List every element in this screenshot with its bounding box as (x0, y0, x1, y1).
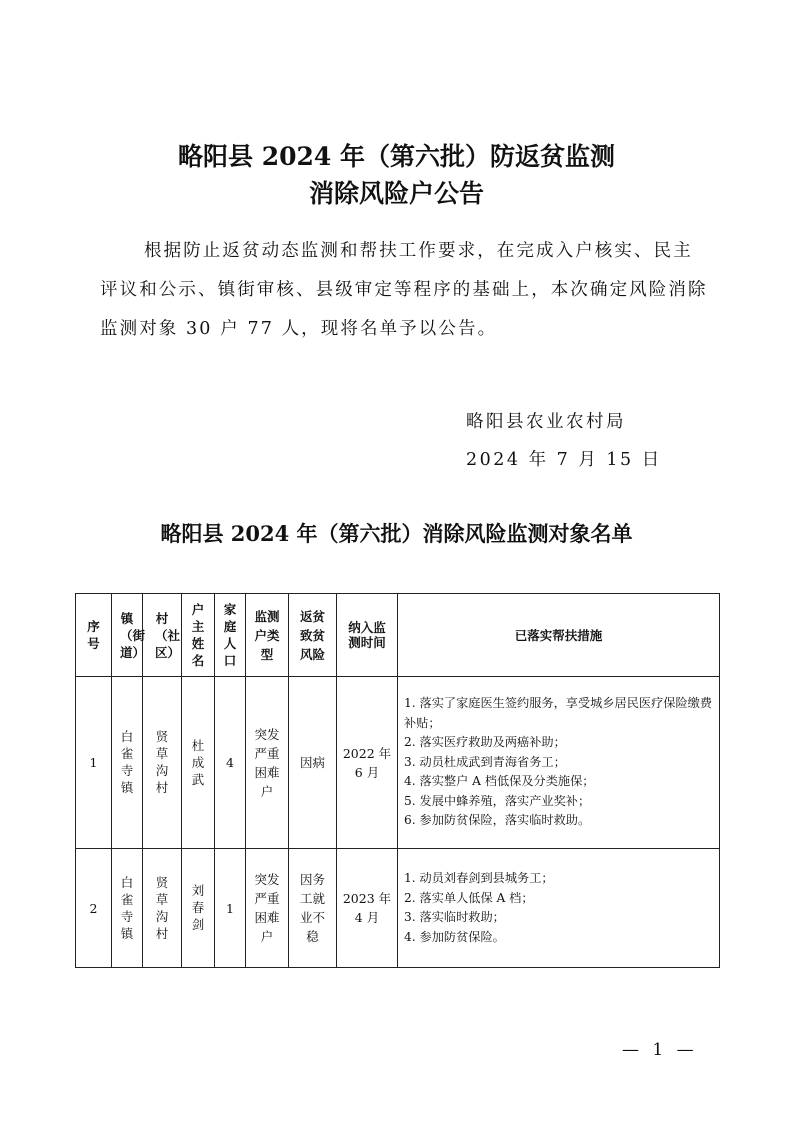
cell-measures (398, 849, 720, 968)
cell-monitor-type: 突发严重困难户 (246, 677, 289, 849)
page-number: — 1 — (622, 1040, 698, 1060)
header-time: 纳入监测时间 (337, 594, 398, 677)
cell-no: 1 (76, 677, 112, 849)
measure-item: 4. 落实整户 A 档低保及分类施保； (404, 774, 595, 789)
cell-measures (398, 677, 720, 849)
measure-item: 3. 落实临时救助； (404, 910, 505, 924)
header-head-name: 户主姓名 (182, 594, 215, 677)
cell-no: 2 (76, 849, 112, 968)
issue-date: 2024 年 7 月 15 日 (466, 450, 662, 470)
measure-item: 2. 落实医疗救助及两癌补助； (404, 735, 566, 750)
cell-time: 2023 年 4 月 (337, 849, 398, 968)
header-risk: 返贫致贫风险 (289, 594, 337, 677)
cell-village: 贤草沟村 (143, 677, 182, 849)
table-header-row (76, 594, 720, 677)
issuer: 略阳县农业农村局 (466, 412, 626, 432)
announcement-title-line2: 消除风险户公告 (308, 179, 484, 208)
cell-monitor-type: 突发严重困难户 (246, 849, 289, 968)
cell-risk: 因病 (289, 677, 337, 849)
header-no: 序号 (76, 594, 112, 677)
cell-town: 白雀寺镇 (112, 677, 143, 849)
measure-item: 4. 参加防贫保险。 (404, 929, 505, 944)
cell-family-size: 1 (215, 849, 246, 968)
measure-item: 6. 参加防贫保险，落实临时救助。 (404, 813, 591, 828)
table-row (76, 677, 720, 849)
announcement-title-line1: 略阳县 2024 年（第六批）防返贫监测 (178, 142, 615, 171)
header-family-size: 家庭人口 (215, 594, 246, 677)
cell-town: 白雀寺镇 (112, 849, 143, 968)
measure-item: 1. 动员刘春剑到县城务工； (404, 871, 554, 885)
header-village: 村（社区） (143, 594, 182, 677)
announcement-body: 根据防止返贫动态监测和帮扶工作要求，在完成入户核实、民主评议和公示、镇街审核、县级审定等程序的基础上，本次确定风险消除监测对象 30 户 77 人，现将名单予以公告。 (100, 241, 708, 339)
cell-head-name: 刘春剑 (182, 849, 215, 968)
measure-item: 1. 落实了家庭医生签约服务，享受城乡居民医疗保险缴费补贴； (404, 696, 713, 730)
monitoring-list-table (75, 593, 720, 968)
measure-item: 5. 发展中蜂养殖，落实产业奖补； (404, 793, 591, 808)
list-title: 略阳县 2024 年（第六批）消除风险监测对象名单 (160, 521, 633, 546)
cell-risk: 因务工就业不稳 (289, 849, 337, 968)
table-row (76, 849, 720, 968)
cell-head-name: 杜成武 (182, 677, 215, 849)
cell-village: 贤草沟村 (143, 849, 182, 968)
cell-family-size: 4 (215, 677, 246, 849)
header-measures: 已落实帮扶措施 (398, 594, 720, 677)
measure-item: 2. 落实单人低保 A 档； (404, 890, 534, 905)
header-monitor-type: 监测户类型 (246, 594, 289, 677)
measure-item: 3. 动员杜成武到青海省务工； (404, 754, 566, 769)
header-town: 镇（街道） (112, 594, 143, 677)
cell-time: 2022 年 6 月 (337, 677, 398, 849)
